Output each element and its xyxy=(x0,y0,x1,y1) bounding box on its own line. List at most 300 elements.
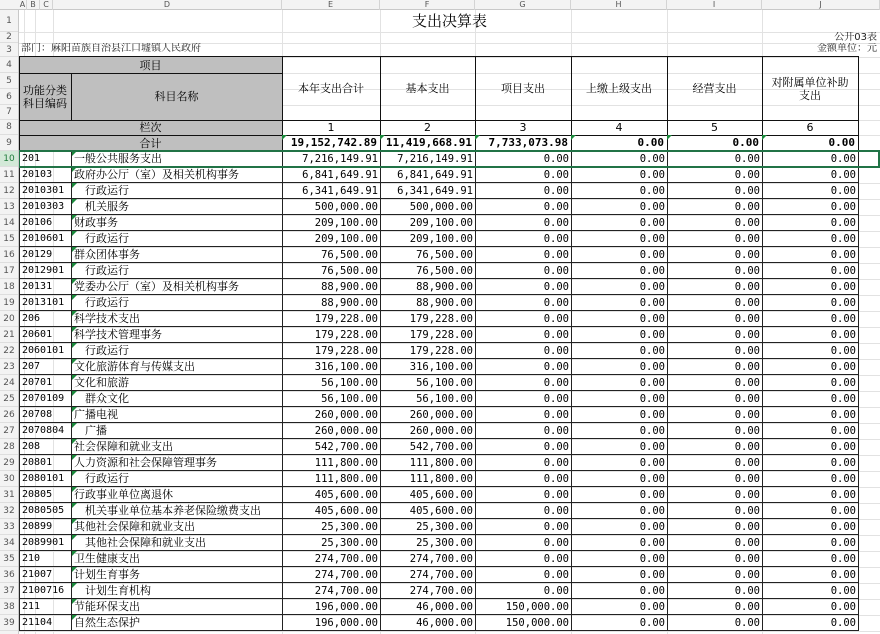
row-value-1[interactable]: 56,100.00 xyxy=(283,375,381,391)
row-value-1[interactable]: 316,100.00 xyxy=(283,359,381,375)
row-value-2[interactable]: 76,500.00 xyxy=(381,263,476,279)
row-header-38[interactable]: 38 xyxy=(0,599,18,615)
row-value-3[interactable]: 0.00 xyxy=(476,519,572,535)
row-value-4[interactable]: 0.00 xyxy=(572,295,668,311)
row-value-5[interactable]: 0.00 xyxy=(668,535,763,551)
row-function-code[interactable]: 2010301 xyxy=(19,183,72,199)
row-value-5[interactable]: 0.00 xyxy=(668,391,763,407)
row-value-5[interactable]: 0.00 xyxy=(668,327,763,343)
row-subject-name[interactable]: 卫生健康支出 xyxy=(72,551,283,567)
row-value-1[interactable]: 6,841,649.91 xyxy=(283,167,381,183)
row-header-2[interactable]: 2 xyxy=(0,32,18,43)
row-header-35[interactable]: 35 xyxy=(0,551,18,567)
row-header-5[interactable]: 5 xyxy=(0,73,18,89)
row-value-6[interactable]: 0.00 xyxy=(763,247,859,263)
row-value-6[interactable]: 0.00 xyxy=(763,583,859,599)
row-function-code[interactable]: 210 xyxy=(19,551,72,567)
row-value-6[interactable]: 0.00 xyxy=(763,183,859,199)
row-subject-name[interactable]: 人力资源和社会保障管理事务 xyxy=(72,455,283,471)
row-subject-name[interactable]: 其他社会保障和就业支出 xyxy=(72,535,283,551)
row-value-4[interactable]: 0.00 xyxy=(572,311,668,327)
row-value-4[interactable]: 0.00 xyxy=(572,375,668,391)
row-value-5[interactable]: 0.00 xyxy=(668,343,763,359)
row-function-code[interactable]: 20129 xyxy=(19,247,72,263)
row-function-code[interactable]: 208 xyxy=(19,439,72,455)
row-value-1[interactable]: 405,600.00 xyxy=(283,487,381,503)
row-value-2[interactable]: 274,700.00 xyxy=(381,567,476,583)
row-value-3[interactable]: 0.00 xyxy=(476,167,572,183)
row-value-3[interactable]: 0.00 xyxy=(476,151,572,167)
column-header-e[interactable]: E xyxy=(282,0,380,10)
row-function-code[interactable]: 21104 xyxy=(19,615,72,631)
total-value-6[interactable]: 0.00 xyxy=(762,135,858,151)
row-value-6[interactable]: 0.00 xyxy=(763,215,859,231)
row-header-6[interactable]: 6 xyxy=(0,89,18,105)
row-value-2[interactable]: 111,800.00 xyxy=(381,471,476,487)
column-number-4[interactable]: 4 xyxy=(615,121,623,134)
row-value-2[interactable]: 179,228.00 xyxy=(381,327,476,343)
row-function-code[interactable]: 21007 xyxy=(19,567,72,583)
column-header-i[interactable]: I xyxy=(667,0,762,10)
row-value-6[interactable]: 0.00 xyxy=(763,567,859,583)
row-value-3[interactable]: 0.00 xyxy=(476,359,572,375)
row-value-6[interactable]: 0.00 xyxy=(763,375,859,391)
row-header-21[interactable]: 21 xyxy=(0,327,18,343)
row-function-code[interactable]: 2080505 xyxy=(19,503,72,519)
row-value-3[interactable]: 0.00 xyxy=(476,471,572,487)
row-value-2[interactable]: 46,000.00 xyxy=(381,615,476,631)
row-value-2[interactable]: 405,600.00 xyxy=(381,487,476,503)
column-header-h[interactable]: H xyxy=(571,0,667,10)
row-value-2[interactable]: 274,700.00 xyxy=(381,583,476,599)
row-subject-name[interactable]: 计划生育事务 xyxy=(72,567,283,583)
row-value-1[interactable]: 274,700.00 xyxy=(283,551,381,567)
row-value-1[interactable]: 209,100.00 xyxy=(283,231,381,247)
row-value-6[interactable]: 0.00 xyxy=(763,343,859,359)
row-value-5[interactable]: 0.00 xyxy=(668,567,763,583)
row-value-4[interactable]: 0.00 xyxy=(572,519,668,535)
row-value-3[interactable]: 0.00 xyxy=(476,199,572,215)
row-subject-name[interactable]: 行政运行 xyxy=(72,263,283,279)
row-value-3[interactable]: 0.00 xyxy=(476,215,572,231)
row-subject-name[interactable]: 一般公共服务支出 xyxy=(72,151,283,167)
column-header-j[interactable]: J xyxy=(762,0,880,10)
row-value-2[interactable]: 6,841,649.91 xyxy=(381,167,476,183)
row-subject-name[interactable]: 其他社会保障和就业支出 xyxy=(72,519,283,535)
row-header-10[interactable]: 10 xyxy=(0,151,18,167)
row-subject-name[interactable]: 群众团体事务 xyxy=(72,247,283,263)
header-subject-name[interactable]: 科目名称 xyxy=(154,90,199,103)
row-function-code[interactable]: 2012901 xyxy=(19,263,72,279)
row-subject-name[interactable]: 文化旅游体育与传媒支出 xyxy=(72,359,283,375)
row-value-5[interactable]: 0.00 xyxy=(668,279,763,295)
row-value-3[interactable]: 0.00 xyxy=(476,279,572,295)
row-function-code[interactable]: 2010601 xyxy=(19,231,72,247)
row-header-3[interactable]: 3 xyxy=(0,43,18,57)
row-subject-name[interactable]: 群众文化 xyxy=(72,391,283,407)
column-header-d[interactable]: D xyxy=(53,0,282,10)
row-value-5[interactable]: 0.00 xyxy=(668,167,763,183)
row-value-5[interactable]: 0.00 xyxy=(668,199,763,215)
header-column-no-label[interactable]: 栏次 xyxy=(139,121,162,134)
total-value-1[interactable]: 19,152,742.89 xyxy=(282,135,380,151)
row-value-1[interactable]: 196,000.00 xyxy=(283,615,381,631)
row-header-12[interactable]: 12 xyxy=(0,183,18,199)
row-value-5[interactable]: 0.00 xyxy=(668,599,763,615)
row-function-code[interactable]: 2010303 xyxy=(19,199,72,215)
row-value-1[interactable]: 111,800.00 xyxy=(283,471,381,487)
row-function-code[interactable]: 20805 xyxy=(19,487,72,503)
column-number-5[interactable]: 5 xyxy=(711,121,718,134)
row-header-26[interactable]: 26 xyxy=(0,407,18,423)
row-value-3[interactable]: 0.00 xyxy=(476,391,572,407)
row-header-33[interactable]: 33 xyxy=(0,519,18,535)
row-subject-name[interactable]: 党委办公厅（室）及相关机构事务 xyxy=(72,279,283,295)
row-value-6[interactable]: 0.00 xyxy=(763,551,859,567)
row-value-1[interactable]: 179,228.00 xyxy=(283,327,381,343)
row-value-3[interactable]: 0.00 xyxy=(476,183,572,199)
form-code[interactable]: 公开03表 xyxy=(834,32,877,43)
row-value-5[interactable]: 0.00 xyxy=(668,471,763,487)
header-upper-remittance[interactable]: 上缴上级支出 xyxy=(586,82,652,95)
row-value-3[interactable]: 0.00 xyxy=(476,551,572,567)
amount-unit-label[interactable]: 金额单位：元 xyxy=(817,43,877,54)
row-function-code[interactable]: 2070804 xyxy=(19,423,72,439)
row-subject-name[interactable]: 计划生育机构 xyxy=(72,583,283,599)
row-value-5[interactable]: 0.00 xyxy=(668,439,763,455)
row-value-5[interactable]: 0.00 xyxy=(668,311,763,327)
total-value-4[interactable]: 0.00 xyxy=(571,135,667,151)
row-value-6[interactable]: 0.00 xyxy=(763,439,859,455)
row-value-1[interactable]: 56,100.00 xyxy=(283,391,381,407)
total-row-label[interactable]: 合计 xyxy=(139,136,162,150)
row-value-6[interactable]: 0.00 xyxy=(763,599,859,615)
row-value-3[interactable]: 0.00 xyxy=(476,583,572,599)
row-header-36[interactable]: 36 xyxy=(0,567,18,583)
row-subject-name[interactable]: 政府办公厅（室）及相关机构事务 xyxy=(72,167,283,183)
row-value-5[interactable]: 0.00 xyxy=(668,151,763,167)
row-function-code[interactable]: 20899 xyxy=(19,519,72,535)
row-function-code[interactable]: 206 xyxy=(19,311,72,327)
row-value-4[interactable]: 0.00 xyxy=(572,551,668,567)
row-value-3[interactable]: 0.00 xyxy=(476,503,572,519)
row-header-20[interactable]: 20 xyxy=(0,311,18,327)
row-header-18[interactable]: 18 xyxy=(0,279,18,295)
row-function-code[interactable]: 2070109 xyxy=(19,391,72,407)
row-value-4[interactable]: 0.00 xyxy=(572,343,668,359)
row-header-8[interactable]: 8 xyxy=(0,120,18,135)
row-value-6[interactable]: 0.00 xyxy=(763,487,859,503)
row-value-4[interactable]: 0.00 xyxy=(572,231,668,247)
header-total-expenditure[interactable]: 本年支出合计 xyxy=(298,82,364,95)
sheet-title[interactable]: 支出决算表 xyxy=(411,12,487,30)
row-value-4[interactable]: 0.00 xyxy=(572,535,668,551)
row-value-6[interactable]: 0.00 xyxy=(763,359,859,375)
row-header-14[interactable]: 14 xyxy=(0,215,18,231)
row-value-4[interactable]: 0.00 xyxy=(572,615,668,631)
row-value-1[interactable]: 260,000.00 xyxy=(283,423,381,439)
row-function-code[interactable]: 20701 xyxy=(19,375,72,391)
row-header-28[interactable]: 28 xyxy=(0,439,18,455)
row-value-1[interactable]: 88,900.00 xyxy=(283,279,381,295)
row-value-3[interactable]: 0.00 xyxy=(476,439,572,455)
total-value-3[interactable]: 7,733,073.98 xyxy=(475,135,571,151)
row-value-1[interactable]: 209,100.00 xyxy=(283,215,381,231)
row-value-1[interactable]: 88,900.00 xyxy=(283,295,381,311)
row-header-1[interactable]: 1 xyxy=(0,10,18,32)
row-header-9[interactable]: 9 xyxy=(0,135,18,151)
row-value-4[interactable]: 0.00 xyxy=(572,151,668,167)
row-value-3[interactable]: 150,000.00 xyxy=(476,599,572,615)
row-value-4[interactable]: 0.00 xyxy=(572,359,668,375)
row-value-2[interactable]: 46,000.00 xyxy=(381,599,476,615)
row-value-3[interactable]: 0.00 xyxy=(476,247,572,263)
row-value-2[interactable]: 542,700.00 xyxy=(381,439,476,455)
column-number-6[interactable]: 6 xyxy=(806,121,814,134)
row-function-code[interactable]: 20801 xyxy=(19,455,72,471)
row-header-32[interactable]: 32 xyxy=(0,503,18,519)
row-value-4[interactable]: 0.00 xyxy=(572,263,668,279)
row-function-code[interactable]: 2089901 xyxy=(19,535,72,551)
row-header-15[interactable]: 15 xyxy=(0,231,18,247)
row-header-16[interactable]: 16 xyxy=(0,247,18,263)
row-subject-name[interactable]: 节能环保支出 xyxy=(72,599,283,615)
row-value-4[interactable]: 0.00 xyxy=(572,247,668,263)
row-value-5[interactable]: 0.00 xyxy=(668,551,763,567)
row-header-39[interactable]: 39 xyxy=(0,615,18,631)
row-value-3[interactable]: 0.00 xyxy=(476,375,572,391)
row-function-code[interactable]: 2060101 xyxy=(19,343,72,359)
row-function-code[interactable]: 20708 xyxy=(19,407,72,423)
header-project-expenditure[interactable]: 项目支出 xyxy=(501,82,545,95)
row-value-4[interactable]: 0.00 xyxy=(572,599,668,615)
row-value-2[interactable]: 500,000.00 xyxy=(381,199,476,215)
row-header-27[interactable]: 27 xyxy=(0,423,18,439)
row-value-1[interactable]: 7,216,149.91 xyxy=(283,151,381,167)
row-value-4[interactable]: 0.00 xyxy=(572,199,668,215)
row-subject-name[interactable]: 行政运行 xyxy=(72,231,283,247)
row-value-6[interactable]: 0.00 xyxy=(763,423,859,439)
column-number-3[interactable]: 3 xyxy=(519,121,527,134)
row-value-2[interactable]: 179,228.00 xyxy=(381,311,476,327)
row-value-3[interactable]: 0.00 xyxy=(476,487,572,503)
row-value-3[interactable]: 0.00 xyxy=(476,567,572,583)
column-header-a[interactable]: A xyxy=(19,0,26,9)
row-value-5[interactable]: 0.00 xyxy=(668,183,763,199)
row-value-6[interactable]: 0.00 xyxy=(763,391,859,407)
row-value-2[interactable]: 316,100.00 xyxy=(381,359,476,375)
department-label[interactable]: 部门：麻阳苗族自治县江口墟镇人民政府 xyxy=(21,43,201,54)
row-value-1[interactable]: 500,000.00 xyxy=(283,199,381,215)
row-header-19[interactable]: 19 xyxy=(0,295,18,311)
row-value-6[interactable]: 0.00 xyxy=(763,471,859,487)
row-subject-name[interactable]: 行政运行 xyxy=(72,183,283,199)
row-function-code[interactable]: 211 xyxy=(19,599,72,615)
row-header-22[interactable]: 22 xyxy=(0,343,18,359)
row-value-6[interactable]: 0.00 xyxy=(763,167,859,183)
row-header-31[interactable]: 31 xyxy=(0,487,18,503)
total-value-2[interactable]: 11,419,668.91 xyxy=(380,135,475,151)
row-value-1[interactable]: 405,600.00 xyxy=(283,503,381,519)
row-subject-name[interactable]: 行政运行 xyxy=(72,295,283,311)
row-value-1[interactable]: 6,341,649.91 xyxy=(283,183,381,199)
spreadsheet-grid[interactable] xyxy=(19,10,880,634)
row-value-6[interactable]: 0.00 xyxy=(763,407,859,423)
row-value-4[interactable]: 0.00 xyxy=(572,487,668,503)
row-value-4[interactable]: 0.00 xyxy=(572,407,668,423)
header-function-code[interactable]: 功能分类 科目编码 xyxy=(23,83,67,110)
row-value-3[interactable]: 0.00 xyxy=(476,407,572,423)
row-value-5[interactable]: 0.00 xyxy=(668,375,763,391)
row-value-4[interactable]: 0.00 xyxy=(572,567,668,583)
row-subject-name[interactable]: 机关服务 xyxy=(72,199,283,215)
row-value-4[interactable]: 0.00 xyxy=(572,455,668,471)
row-value-1[interactable]: 25,300.00 xyxy=(283,535,381,551)
row-value-5[interactable]: 0.00 xyxy=(668,615,763,631)
row-value-5[interactable]: 0.00 xyxy=(668,215,763,231)
column-number-2[interactable]: 2 xyxy=(424,121,431,134)
row-value-1[interactable]: 179,228.00 xyxy=(283,311,381,327)
row-value-6[interactable]: 0.00 xyxy=(763,231,859,247)
row-value-5[interactable]: 0.00 xyxy=(668,295,763,311)
row-value-1[interactable]: 274,700.00 xyxy=(283,567,381,583)
row-value-5[interactable]: 0.00 xyxy=(668,231,763,247)
row-function-code[interactable]: 201 xyxy=(19,151,72,167)
header-item[interactable]: 项目 xyxy=(139,58,162,72)
row-value-4[interactable]: 0.00 xyxy=(572,183,668,199)
row-value-2[interactable]: 88,900.00 xyxy=(381,279,476,295)
row-value-6[interactable]: 0.00 xyxy=(763,151,859,167)
row-value-6[interactable]: 0.00 xyxy=(763,503,859,519)
row-value-3[interactable]: 150,000.00 xyxy=(476,615,572,631)
row-value-1[interactable]: 542,700.00 xyxy=(283,439,381,455)
row-value-6[interactable]: 0.00 xyxy=(763,327,859,343)
row-function-code[interactable]: 20106 xyxy=(19,215,72,231)
row-value-2[interactable]: 25,300.00 xyxy=(381,519,476,535)
row-value-1[interactable]: 76,500.00 xyxy=(283,263,381,279)
row-value-5[interactable]: 0.00 xyxy=(668,583,763,599)
row-value-2[interactable]: 88,900.00 xyxy=(381,295,476,311)
row-value-5[interactable]: 0.00 xyxy=(668,455,763,471)
row-function-code[interactable]: 2100716 xyxy=(19,583,72,599)
row-subject-name[interactable]: 科学技术支出 xyxy=(72,311,283,327)
row-value-5[interactable]: 0.00 xyxy=(668,407,763,423)
column-header-f[interactable]: F xyxy=(380,0,475,10)
row-header-23[interactable]: 23 xyxy=(0,359,18,375)
row-value-4[interactable]: 0.00 xyxy=(572,503,668,519)
row-subject-name[interactable]: 科学技术管理事务 xyxy=(72,327,283,343)
row-value-3[interactable]: 0.00 xyxy=(476,327,572,343)
row-function-code[interactable]: 207 xyxy=(19,359,72,375)
row-header-30[interactable]: 30 xyxy=(0,471,18,487)
row-subject-name[interactable]: 财政事务 xyxy=(72,215,283,231)
row-value-4[interactable]: 0.00 xyxy=(572,583,668,599)
row-value-6[interactable]: 0.00 xyxy=(763,311,859,327)
header-subsidy-expenditure[interactable]: 对附属单位补助 支出 xyxy=(771,75,849,102)
row-value-6[interactable]: 0.00 xyxy=(763,519,859,535)
row-value-6[interactable]: 0.00 xyxy=(763,615,859,631)
row-function-code[interactable]: 20103 xyxy=(19,167,72,183)
row-header-13[interactable]: 13 xyxy=(0,199,18,215)
row-value-6[interactable]: 0.00 xyxy=(763,199,859,215)
row-header-24[interactable]: 24 xyxy=(0,375,18,391)
header-basic-expenditure[interactable]: 基本支出 xyxy=(405,82,450,95)
row-value-1[interactable]: 196,000.00 xyxy=(283,599,381,615)
row-value-1[interactable]: 76,500.00 xyxy=(283,247,381,263)
row-value-4[interactable]: 0.00 xyxy=(572,423,668,439)
row-value-5[interactable]: 0.00 xyxy=(668,263,763,279)
row-subject-name[interactable]: 广播 xyxy=(72,423,283,439)
row-subject-name[interactable]: 文化和旅游 xyxy=(72,375,283,391)
row-subject-name[interactable]: 行政运行 xyxy=(72,471,283,487)
row-value-5[interactable]: 0.00 xyxy=(668,247,763,263)
row-value-6[interactable]: 0.00 xyxy=(763,455,859,471)
row-value-3[interactable]: 0.00 xyxy=(476,343,572,359)
row-value-5[interactable]: 0.00 xyxy=(668,503,763,519)
row-subject-name[interactable]: 机关事业单位基本养老保险缴费支出 xyxy=(72,503,283,519)
row-value-2[interactable]: 209,100.00 xyxy=(381,215,476,231)
row-value-3[interactable]: 0.00 xyxy=(476,311,572,327)
row-value-5[interactable]: 0.00 xyxy=(668,359,763,375)
row-subject-name[interactable]: 行政运行 xyxy=(72,343,283,359)
column-header-c[interactable]: C xyxy=(40,0,53,10)
row-value-2[interactable]: 6,341,649.91 xyxy=(381,183,476,199)
row-value-6[interactable]: 0.00 xyxy=(763,279,859,295)
row-value-2[interactable]: 56,100.00 xyxy=(381,375,476,391)
row-header-29[interactable]: 29 xyxy=(0,455,18,471)
row-value-1[interactable]: 274,700.00 xyxy=(283,583,381,599)
row-value-6[interactable]: 0.00 xyxy=(763,535,859,551)
row-value-3[interactable]: 0.00 xyxy=(476,423,572,439)
row-value-4[interactable]: 0.00 xyxy=(572,167,668,183)
header-operation-expenditure[interactable]: 经营支出 xyxy=(692,82,737,95)
total-value-5[interactable]: 0.00 xyxy=(667,135,762,151)
row-value-3[interactable]: 0.00 xyxy=(476,263,572,279)
row-value-5[interactable]: 0.00 xyxy=(668,487,763,503)
row-value-2[interactable]: 260,000.00 xyxy=(381,407,476,423)
row-subject-name[interactable]: 社会保障和就业支出 xyxy=(72,439,283,455)
row-value-4[interactable]: 0.00 xyxy=(572,279,668,295)
row-value-3[interactable]: 0.00 xyxy=(476,231,572,247)
row-value-4[interactable]: 0.00 xyxy=(572,391,668,407)
row-value-2[interactable]: 274,700.00 xyxy=(381,551,476,567)
row-value-6[interactable]: 0.00 xyxy=(763,295,859,311)
row-value-4[interactable]: 0.00 xyxy=(572,327,668,343)
row-value-6[interactable]: 0.00 xyxy=(763,263,859,279)
row-value-5[interactable]: 0.00 xyxy=(668,519,763,535)
row-function-code[interactable]: 20131 xyxy=(19,279,72,295)
row-subject-name[interactable]: 广播电视 xyxy=(72,407,283,423)
row-header-17[interactable]: 17 xyxy=(0,263,18,279)
row-header-4[interactable]: 4 xyxy=(0,57,18,73)
row-value-1[interactable]: 25,300.00 xyxy=(283,519,381,535)
row-function-code[interactable]: 2013101 xyxy=(19,295,72,311)
row-value-2[interactable]: 260,000.00 xyxy=(381,423,476,439)
row-value-2[interactable]: 56,100.00 xyxy=(381,391,476,407)
row-header-25[interactable]: 25 xyxy=(0,391,18,407)
column-number-1[interactable]: 1 xyxy=(327,121,335,134)
row-header-11[interactable]: 11 xyxy=(0,167,18,183)
row-value-4[interactable]: 0.00 xyxy=(572,471,668,487)
row-value-3[interactable]: 0.00 xyxy=(476,455,572,471)
row-value-2[interactable]: 7,216,149.91 xyxy=(381,151,476,167)
row-value-2[interactable]: 179,228.00 xyxy=(381,343,476,359)
row-value-2[interactable]: 405,600.00 xyxy=(381,503,476,519)
row-value-4[interactable]: 0.00 xyxy=(572,215,668,231)
row-value-2[interactable]: 209,100.00 xyxy=(381,231,476,247)
row-value-1[interactable]: 111,800.00 xyxy=(283,455,381,471)
row-value-5[interactable]: 0.00 xyxy=(668,423,763,439)
